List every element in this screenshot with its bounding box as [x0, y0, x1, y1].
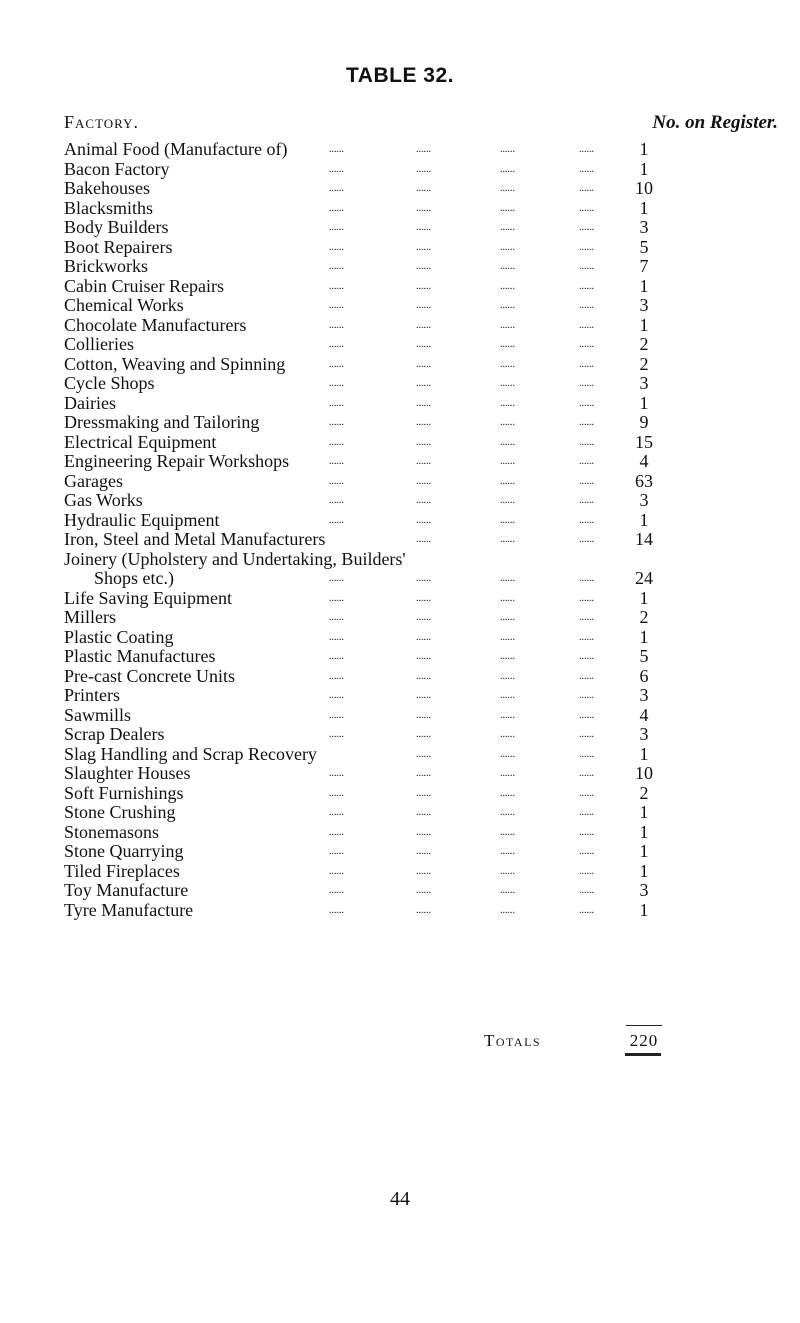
register-count: 24: [635, 568, 653, 588]
factory-name: Engineering Repair Workshops: [64, 451, 290, 471]
factory-name: Animal Food (Manufacture of): [64, 139, 288, 159]
leader-dots: ......: [579, 885, 594, 896]
leader-dots: ......: [329, 241, 344, 253]
leader-dots: ......: [329, 358, 344, 370]
register-count: 3: [639, 217, 649, 237]
leader-dots: ......: [416, 241, 431, 253]
leader-dots: ......: [500, 514, 515, 526]
leader-dots: ......: [579, 846, 594, 857]
table-row: [64, 803, 664, 823]
leader-dots: ......: [579, 339, 594, 350]
factory-name: Slaughter Houses: [64, 763, 191, 783]
leader-dots: ......: [416, 202, 431, 214]
leader-dots: ......: [500, 144, 515, 155]
leader-dots: ......: [579, 612, 594, 623]
register-count: 1: [639, 392, 649, 413]
table-row: [64, 842, 664, 862]
table-row: [64, 589, 664, 609]
leader-dots: ......: [500, 241, 515, 253]
table-row: [64, 140, 664, 160]
register-count: 14: [635, 529, 653, 549]
leader-dots: ......: [500, 300, 515, 311]
leader-dots: ......: [500, 846, 515, 857]
factory-name: Life Saving Equipment: [64, 587, 232, 608]
factory-name: Brickworks: [64, 256, 148, 276]
register-count: 2: [639, 607, 649, 627]
leader-dots: ......: [579, 241, 594, 253]
column-header-register: No. on Register.: [652, 112, 778, 133]
register-count: 1: [639, 841, 649, 861]
leader-dots: ......: [500, 222, 515, 233]
factory-name: Stonemasons: [64, 821, 160, 842]
leader-dots: ......: [416, 690, 431, 701]
leader-dots: ......: [416, 534, 431, 545]
register-count: 5: [639, 646, 649, 666]
leader-dots: ......: [329, 436, 344, 448]
register-count: 5: [639, 236, 649, 257]
register-count: 3: [639, 373, 649, 393]
table-title: TABLE 32.: [346, 64, 454, 87]
leader-dots: ......: [500, 475, 515, 487]
factory-name: Joinery (Upholstery and Undertaking, Builders': [64, 548, 406, 569]
leader-dots: ......: [500, 261, 515, 272]
table-row: [64, 784, 664, 804]
leader-dots: ......: [579, 183, 594, 194]
factory-name: Scrap Dealers: [64, 724, 165, 744]
leader-dots: ......: [416, 319, 431, 331]
table-row: [64, 628, 664, 648]
leader-dots: ......: [500, 358, 515, 370]
leader-dots: ......: [500, 573, 515, 584]
totals-rule-bottom: [625, 1053, 661, 1056]
factory-name: Tyre Manufacture: [64, 899, 194, 920]
factory-name: Chocolate Manufacturers: [64, 314, 247, 335]
leader-dots: ......: [500, 670, 515, 682]
leader-dots: ......: [329, 768, 344, 779]
leader-dots: ......: [329, 222, 344, 233]
table-row: [64, 433, 664, 453]
leader-dots: ......: [416, 748, 431, 760]
leader-dots: ......: [329, 651, 344, 662]
leader-dots: ......: [500, 768, 515, 779]
leader-dots: ......: [500, 495, 515, 506]
leader-dots: ......: [579, 222, 594, 233]
leader-dots: ......: [329, 495, 344, 506]
leader-dots: ......: [500, 183, 515, 194]
register-count: 10: [635, 178, 653, 198]
leader-dots: ......: [329, 729, 344, 740]
register-count: 3: [639, 685, 649, 705]
register-count: 1: [639, 899, 649, 920]
leader-dots: ......: [500, 690, 515, 701]
table-row: [64, 550, 664, 570]
leader-dots: ......: [579, 397, 594, 409]
factory-name: Toy Manufacture: [64, 880, 189, 900]
table-row: [64, 725, 664, 745]
leader-dots: ......: [579, 826, 594, 838]
leader-dots: ......: [416, 631, 431, 643]
factory-name: Chemical Works: [64, 295, 184, 315]
factory-table: [64, 140, 664, 920]
table-row: [64, 413, 664, 433]
leader-dots: ......: [500, 163, 515, 175]
factory-name: Boot Repairers: [64, 236, 173, 257]
register-count: 1: [639, 587, 649, 608]
leader-dots: ......: [579, 709, 594, 721]
register-count: 1: [639, 802, 649, 822]
leader-dots: ......: [579, 436, 594, 448]
register-count: 1: [639, 158, 649, 179]
leader-dots: ......: [329, 417, 344, 428]
table-row: [64, 667, 664, 687]
leader-dots: ......: [416, 846, 431, 857]
leader-dots: ......: [416, 514, 431, 526]
leader-dots: ......: [579, 534, 594, 545]
leader-dots: ......: [579, 651, 594, 662]
register-count: 4: [639, 704, 649, 725]
factory-name: Garages: [64, 470, 123, 491]
factory-name: Body Builders: [64, 217, 169, 237]
leader-dots: ......: [416, 904, 431, 916]
factory-name: Collieries: [64, 334, 134, 354]
factory-name: Stone Quarrying: [64, 841, 184, 861]
leader-dots: ......: [329, 300, 344, 311]
factory-name: Blacksmiths: [64, 197, 153, 218]
factory-name: Cotton, Weaving and Spinning: [64, 353, 286, 374]
leader-dots: ......: [579, 690, 594, 701]
leader-dots: ......: [329, 280, 344, 292]
page-number: 44: [390, 1188, 410, 1210]
leader-dots: ......: [579, 592, 594, 604]
leader-dots: ......: [579, 358, 594, 370]
leader-dots: ......: [500, 865, 515, 877]
leader-dots: ......: [579, 495, 594, 506]
table-row: [64, 452, 664, 472]
register-count: 10: [635, 763, 653, 783]
leader-dots: ......: [500, 339, 515, 350]
leader-dots: ......: [579, 417, 594, 428]
leader-dots: ......: [579, 261, 594, 272]
leader-dots: ......: [416, 787, 431, 799]
table-row: [64, 257, 664, 277]
table-row: [64, 491, 664, 511]
leader-dots: ......: [579, 787, 594, 799]
table-row: [64, 745, 664, 765]
leader-dots: ......: [416, 573, 431, 584]
leader-dots: ......: [416, 709, 431, 721]
leader-dots: ......: [329, 690, 344, 701]
register-count: 1: [639, 626, 649, 647]
leader-dots: ......: [579, 904, 594, 916]
factory-name: Slag Handling and Scrap Recovery: [64, 743, 317, 764]
leader-dots: ......: [329, 885, 344, 896]
register-count: 7: [639, 256, 649, 276]
factory-name: Pre-cast Concrete Units: [64, 665, 235, 686]
leader-dots: ......: [416, 826, 431, 838]
register-count: 1: [639, 139, 649, 159]
leader-dots: ......: [416, 183, 431, 194]
leader-dots: ......: [416, 670, 431, 682]
register-count: 1: [639, 821, 649, 842]
factory-name: Sawmills: [64, 704, 132, 725]
leader-dots: ......: [416, 865, 431, 877]
register-count: 2: [639, 334, 649, 354]
leader-dots: ......: [416, 729, 431, 740]
leader-dots: ......: [329, 261, 344, 272]
leader-dots: ......: [579, 865, 594, 877]
leader-dots: ......: [500, 631, 515, 643]
leader-dots: ......: [329, 709, 344, 721]
leader-dots: ......: [416, 495, 431, 506]
register-count: 3: [639, 295, 649, 315]
leader-dots: ......: [579, 768, 594, 779]
table-row: [64, 530, 664, 550]
leader-dots: ......: [500, 826, 515, 838]
leader-dots: ......: [579, 280, 594, 292]
table-row: [64, 316, 664, 336]
leader-dots: ......: [329, 183, 344, 194]
factory-name: Shops etc.): [94, 568, 174, 588]
factory-name: Millers: [64, 607, 116, 627]
factory-name: Hydraulic Equipment: [64, 509, 220, 530]
leader-dots: ......: [500, 202, 515, 214]
leader-dots: ......: [579, 807, 594, 818]
register-count: 1: [639, 743, 649, 764]
register-count: 1: [639, 314, 649, 335]
leader-dots: ......: [329, 612, 344, 623]
table-row: [64, 706, 664, 726]
leader-dots: ......: [329, 378, 344, 389]
register-count: 1: [639, 860, 649, 881]
leader-dots: ......: [579, 748, 594, 760]
leader-dots: ......: [500, 534, 515, 545]
leader-dots: ......: [329, 144, 344, 155]
factory-name: Stone Crushing: [64, 802, 176, 822]
factory-name: Plastic Coating: [64, 626, 174, 647]
leader-dots: ......: [500, 417, 515, 428]
leader-dots: ......: [579, 573, 594, 584]
register-count: 4: [639, 451, 649, 471]
table-row: [64, 901, 664, 921]
leader-dots: ......: [579, 631, 594, 643]
table-row: [64, 296, 664, 316]
register-count: 1: [639, 197, 649, 218]
register-count: 1: [639, 275, 649, 296]
leader-dots: ......: [329, 787, 344, 799]
leader-dots: ......: [329, 573, 344, 584]
table-row: [64, 511, 664, 531]
leader-dots: ......: [329, 670, 344, 682]
leader-dots: ......: [500, 904, 515, 916]
leader-dots: ......: [329, 826, 344, 838]
leader-dots: ......: [329, 202, 344, 214]
register-count: 63: [635, 470, 653, 491]
leader-dots: ......: [416, 261, 431, 272]
table-row: [64, 199, 664, 219]
leader-dots: ......: [416, 358, 431, 370]
leader-dots: ......: [329, 865, 344, 877]
leader-dots: ......: [416, 378, 431, 389]
leader-dots: ......: [329, 807, 344, 818]
leader-dots: ......: [416, 768, 431, 779]
factory-name: Bakehouses: [64, 178, 150, 198]
leader-dots: ......: [500, 729, 515, 740]
leader-dots: ......: [416, 222, 431, 233]
table-row: [64, 179, 664, 199]
leader-dots: ......: [500, 592, 515, 604]
leader-dots: ......: [500, 378, 515, 389]
register-count: 9: [639, 412, 649, 432]
factory-name: Tiled Fireplaces: [64, 860, 180, 881]
register-count: 1: [639, 509, 649, 530]
leader-dots: ......: [500, 397, 515, 409]
leader-dots: ......: [329, 475, 344, 487]
leader-dots: ......: [416, 885, 431, 896]
leader-dots: ......: [329, 846, 344, 857]
leader-dots: ......: [416, 339, 431, 350]
table-row: [64, 160, 664, 180]
leader-dots: ......: [579, 475, 594, 487]
leader-dots: ......: [500, 748, 515, 760]
leader-dots: ......: [500, 651, 515, 662]
leader-dots: ......: [579, 378, 594, 389]
leader-dots: ......: [500, 436, 515, 448]
factory-name: Iron, Steel and Metal Manufacturers: [64, 529, 326, 549]
register-count: 2: [639, 782, 649, 803]
table-row: [64, 277, 664, 297]
leader-dots: ......: [579, 300, 594, 311]
leader-dots: ......: [416, 397, 431, 409]
table-row: [64, 881, 664, 901]
register-count: 2: [639, 353, 649, 374]
register-count: 3: [639, 490, 649, 510]
leader-dots: ......: [500, 456, 515, 467]
register-count: 15: [635, 431, 653, 452]
leader-dots: ......: [500, 885, 515, 896]
leader-dots: ......: [500, 612, 515, 623]
table-row: [64, 823, 664, 843]
leader-dots: ......: [579, 729, 594, 740]
table-row: [64, 374, 664, 394]
totals-rule-top: [626, 1025, 662, 1026]
leader-dots: ......: [329, 163, 344, 175]
leader-dots: ......: [579, 514, 594, 526]
table-row: [64, 569, 664, 589]
leader-dots: ......: [579, 319, 594, 331]
leader-dots: ......: [329, 456, 344, 467]
leader-dots: ......: [329, 339, 344, 350]
leader-dots: ......: [416, 417, 431, 428]
factory-name: Soft Furnishings: [64, 782, 184, 803]
leader-dots: ......: [329, 397, 344, 409]
leader-dots: ......: [329, 904, 344, 916]
table-row: [64, 335, 664, 355]
leader-dots: ......: [416, 592, 431, 604]
column-header-factory: Factory.: [64, 112, 140, 132]
totals-value: 220: [629, 1031, 659, 1050]
factory-name: Cycle Shops: [64, 373, 155, 393]
factory-name: Bacon Factory: [64, 158, 170, 179]
leader-dots: ......: [579, 456, 594, 467]
leader-dots: ......: [416, 475, 431, 487]
leader-dots: ......: [416, 280, 431, 292]
register-count: 3: [639, 880, 649, 900]
factory-name: Plastic Manufactures: [64, 646, 216, 666]
factory-name: Printers: [64, 685, 120, 705]
leader-dots: ......: [500, 807, 515, 818]
table-row: [64, 647, 664, 667]
leader-dots: ......: [416, 651, 431, 662]
leader-dots: ......: [416, 456, 431, 467]
table-row: [64, 686, 664, 706]
leader-dots: ......: [329, 319, 344, 331]
leader-dots: ......: [416, 144, 431, 155]
table-row: [64, 472, 664, 492]
factory-name: Dairies: [64, 392, 116, 413]
leader-dots: ......: [500, 709, 515, 721]
leader-dots: ......: [416, 612, 431, 623]
leader-dots: ......: [579, 144, 594, 155]
leader-dots: ......: [329, 592, 344, 604]
register-count: 6: [639, 665, 649, 686]
table-row: [64, 218, 664, 238]
factory-name: Gas Works: [64, 490, 143, 510]
leader-dots: ......: [500, 319, 515, 331]
leader-dots: ......: [579, 670, 594, 682]
leader-dots: ......: [416, 163, 431, 175]
leader-dots: ......: [416, 807, 431, 818]
leader-dots: ......: [579, 202, 594, 214]
table-row: [64, 238, 664, 258]
table-row: [64, 764, 664, 784]
leader-dots: ......: [416, 300, 431, 311]
leader-dots: ......: [329, 514, 344, 526]
table-row: [64, 394, 664, 414]
factory-name: Cabin Cruiser Repairs: [64, 275, 224, 296]
table-row: [64, 355, 664, 375]
factory-name: Electrical Equipment: [64, 431, 217, 452]
leader-dots: ......: [579, 163, 594, 175]
leader-dots: ......: [500, 280, 515, 292]
factory-name: Dressmaking and Tailoring: [64, 412, 260, 432]
leader-dots: ......: [500, 787, 515, 799]
table-row: [64, 862, 664, 882]
totals-label: Totals: [484, 1031, 542, 1050]
table-row: [64, 608, 664, 628]
leader-dots: ......: [416, 436, 431, 448]
register-count: 3: [639, 724, 649, 744]
leader-dots: ......: [329, 631, 344, 643]
